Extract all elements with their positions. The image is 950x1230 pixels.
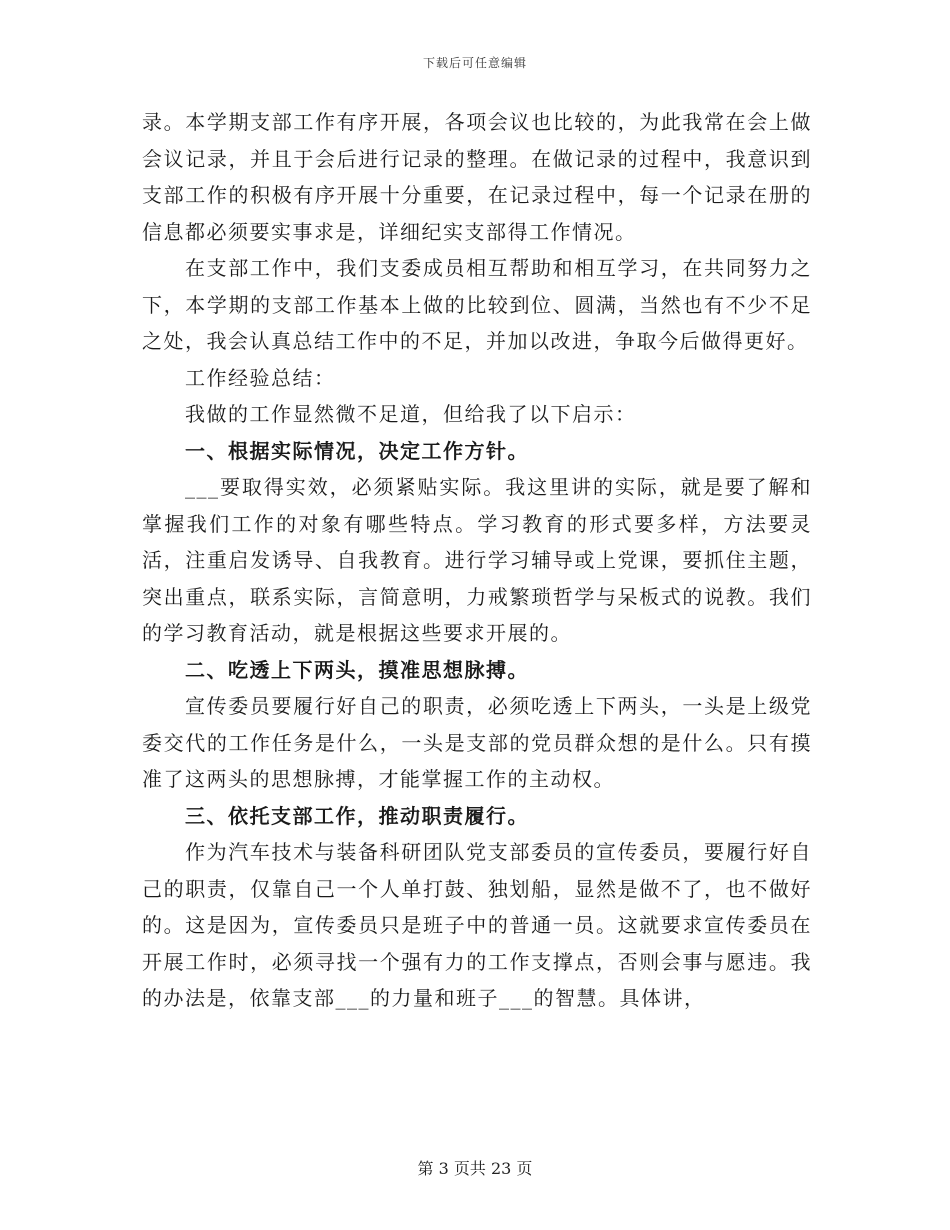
page-header: 下载后可任意编辑 xyxy=(422,56,527,70)
paragraph: 宣传委员要履行好自己的职责，必须吃透上下两头，一头是上级党委交代的工作任务是什么，一头是支部的党员群众想的是什么。只有摸准了这两头的思想脉搏，才能掌握工作的主动权。 xyxy=(142,694,812,791)
paragraph: 作为汽车技术与装备科研团队党支部委员的宣传委员，要履行好自己的职责，仅靠自己一个人单打鼓、独划船，显然是做不了，也不做好的。这是因为，宣传委员只是班子中的普通一员。这就要求宣传委员在开展工作时，必须寻找一个强有力的工作支撑点，否则会事与愿违。我的办法是，依靠支部___的力量和班子___的智慧。具体讲， xyxy=(142,840,812,1010)
document-body xyxy=(142,104,812,1017)
paragraph: ___要取得实效，必须紧贴实际。我这里讲的实际，就是要了解和掌握我们工作的对象有哪些特点。学习教育的形式要多样，方法要灵活，注重启发诱导、自我教育。进行学习辅导或上党课，要抓住主题，突出重点，联系实际，言简意明，力戒繁琐哲学与呆板式的说教。我们的学习教育活动，就是根据这些要求开展的。 xyxy=(142,475,812,645)
section-heading: 一、根据实际情况，决定工作方针。 xyxy=(185,438,529,463)
paragraph: 我做的工作显然微不足道，但给我了以下启示： xyxy=(185,402,637,426)
paragraph: 录。本学期支部工作有序开展，各项会议也比较的，为此我常在会上做会议记录，并且于会后进行记录的整理。在做记录的过程中，我意识到支部工作的积极有序开展十分重要，在记录过程中，每一个记录在册的信息都必须要实事求是，详细纪实支部得工作情况。 xyxy=(142,110,812,244)
section-heading: 三、依托支部工作，推动职责履行。 xyxy=(185,803,529,828)
page-number: 第 3 页共 23 页 xyxy=(417,1159,533,1178)
paragraph: 工作经验总结： xyxy=(185,365,336,390)
paragraph: 在支部工作中，我们支委成员相互帮助和相互学习，在共同努力之下，本学期的支部工作基本上做的比较到位、圆满，当然也有不少不足之处，我会认真总结工作中的不足，并加以改进，争取今后做得更好。 xyxy=(142,256,812,353)
section-heading: 二、吃透上下两头，摸准思想脉搏。 xyxy=(185,657,529,682)
